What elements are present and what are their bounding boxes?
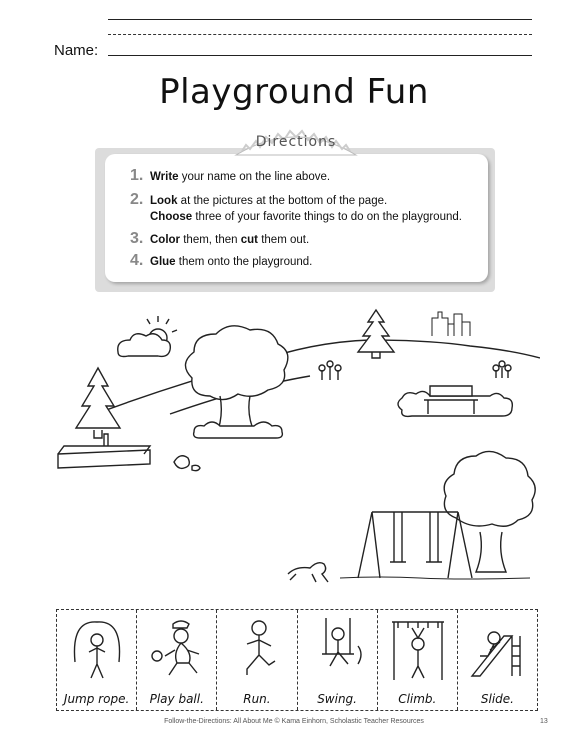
step-number: 2. xyxy=(130,191,144,208)
climb-icon xyxy=(388,616,448,684)
pine-tree-icon xyxy=(76,368,120,438)
bench-icon xyxy=(398,361,512,416)
step-number: 1. xyxy=(130,167,144,184)
activity-label: Run. xyxy=(243,692,271,706)
step-1 xyxy=(130,168,330,185)
swing-set-icon xyxy=(358,512,472,578)
step-number: 4. xyxy=(130,252,144,269)
step-verb: Choose xyxy=(150,211,193,223)
activity-label: Climb. xyxy=(398,692,437,706)
page-number: 13 xyxy=(540,718,548,725)
step-number: 3. xyxy=(130,230,144,247)
name-write-line[interactable] xyxy=(108,55,532,56)
activity-card[interactable] xyxy=(458,610,537,710)
activity-card[interactable] xyxy=(217,610,297,710)
step-4 xyxy=(130,253,312,270)
activity-label: Swing. xyxy=(317,692,357,706)
sun-cloud-icon xyxy=(118,316,177,357)
dog-icon xyxy=(288,563,328,582)
step-text: three of your favorite things to do on the playground. xyxy=(192,211,462,223)
pine-tree-icon xyxy=(358,310,394,358)
jump-rope-icon xyxy=(67,616,127,684)
activity-card[interactable] xyxy=(298,610,378,710)
play-ball-icon xyxy=(147,616,207,684)
city-skyline-icon xyxy=(432,312,470,336)
name-guide-line-top xyxy=(108,19,532,20)
step-text: them onto the playground. xyxy=(175,256,313,268)
step-text: them, then xyxy=(180,234,241,246)
grass-line-icon xyxy=(340,577,530,579)
page-title: Playground Fun xyxy=(159,72,429,112)
activity-label: Slide. xyxy=(480,692,514,706)
flowers-icon xyxy=(319,361,341,380)
step-3 xyxy=(130,231,309,248)
swing-icon xyxy=(308,616,368,684)
step-text: them out. xyxy=(258,234,310,246)
step-2 xyxy=(130,192,462,225)
activity-label: Play ball. xyxy=(149,692,204,706)
step-verb: Write xyxy=(150,171,179,183)
step-verb: cut xyxy=(240,234,259,246)
slide-icon xyxy=(468,616,528,684)
step-verb: Glue xyxy=(150,256,176,268)
step-text: your name on the line above. xyxy=(178,171,331,183)
sandbox-icon xyxy=(58,434,200,471)
run-icon xyxy=(227,616,287,684)
step-text: at the pictures at the bottom of the page. xyxy=(177,195,388,207)
step-verb: Look xyxy=(150,195,178,207)
oak-tree-icon xyxy=(185,326,287,438)
step-verb: Color xyxy=(150,234,181,246)
activity-cards-strip xyxy=(56,609,538,711)
playground-scene[interactable] xyxy=(50,306,540,596)
page-footer: Follow-the-Directions: All About Me © Kama Einhorn, Scholastic Teacher Resources xyxy=(164,718,424,725)
activity-card[interactable] xyxy=(57,610,137,710)
activity-card[interactable] xyxy=(378,610,458,710)
name-label: Name: xyxy=(54,42,99,59)
activity-card[interactable] xyxy=(137,610,217,710)
name-guide-line-dashed xyxy=(108,34,532,35)
activity-label: Jump rope. xyxy=(63,692,130,706)
directions-label: Directions xyxy=(255,134,337,150)
